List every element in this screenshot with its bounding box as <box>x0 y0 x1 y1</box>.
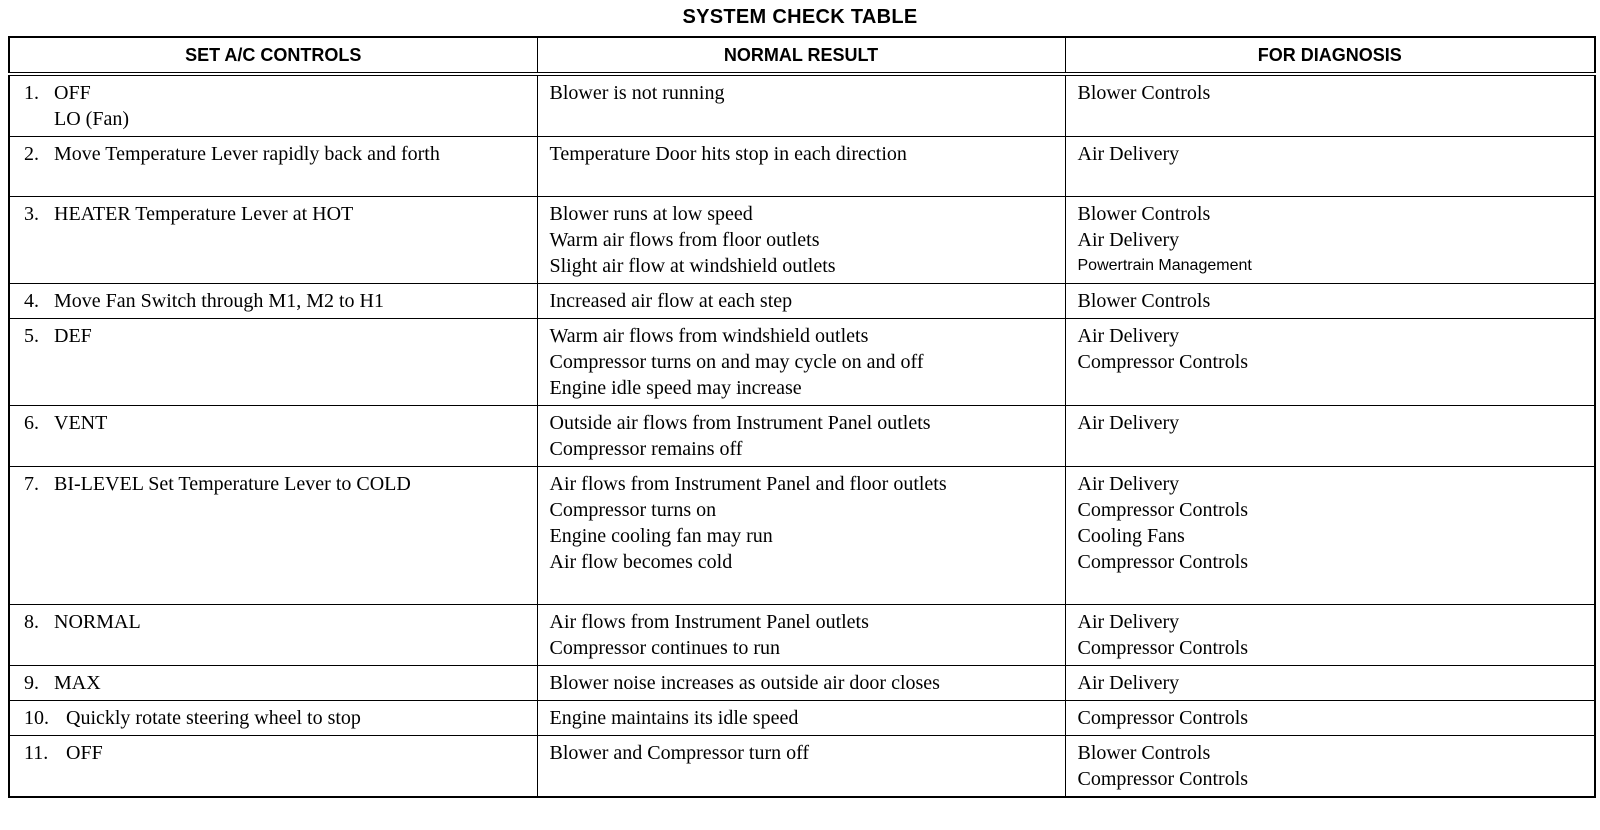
diagnosis-text: Air Delivery <box>1077 412 1180 434</box>
result-text: Engine cooling fan may run <box>549 525 773 547</box>
diagnosis-cell <box>1065 605 1595 666</box>
result-text: Engine idle speed may increase <box>549 377 802 399</box>
result-text: Air flows from Instrument Panel outlets <box>549 611 869 633</box>
control-cell <box>9 406 537 467</box>
control-text: OFF <box>66 742 103 764</box>
diagnosis-text: Compressor Controls <box>1077 707 1249 729</box>
step-number: 9. <box>24 672 39 694</box>
step-number: 7. <box>24 473 39 495</box>
control-cell <box>9 666 537 701</box>
control-cell <box>9 319 537 406</box>
control-cell <box>9 467 537 605</box>
result-text: Warm air flows from floor outlets <box>549 229 820 251</box>
diagnosis-text: Compressor Controls <box>1077 637 1249 659</box>
header-for-diagnosis: FOR DIAGNOSIS <box>1065 37 1595 74</box>
diagnosis-text: Blower Controls <box>1077 82 1211 104</box>
step-number: 5. <box>24 325 39 347</box>
result-text: Compressor remains off <box>549 438 743 460</box>
step-number: 11. <box>24 742 49 764</box>
result-text: Air flow becomes cold <box>549 551 733 573</box>
table-title: SYSTEM CHECK TABLE <box>682 6 918 28</box>
diagnosis-text: Air Delivery <box>1077 229 1180 251</box>
result-cell <box>537 467 1065 605</box>
result-text: Increased air flow at each step <box>549 290 793 312</box>
control-text: Move Temperature Lever rapidly back and forth <box>54 143 440 165</box>
diagnosis-text: Compressor Controls <box>1077 499 1249 521</box>
diagnosis-text: Blower Controls <box>1077 742 1211 764</box>
diagnosis-text: Compressor Controls <box>1077 351 1249 373</box>
step-number: 6. <box>24 412 39 434</box>
result-text: Slight air flow at windshield outlets <box>549 255 836 277</box>
step-number: 10. <box>24 707 49 729</box>
diagnosis-cell <box>1065 736 1595 798</box>
table-row <box>9 605 1595 666</box>
result-cell <box>537 406 1065 467</box>
result-text: Engine maintains its idle speed <box>549 707 799 729</box>
result-text: Compressor turns on <box>549 499 717 521</box>
table-row <box>9 137 1595 197</box>
control-text: LO (Fan) <box>54 108 129 130</box>
control-text: Quickly rotate steering wheel to stop <box>66 707 361 729</box>
result-cell <box>537 197 1065 284</box>
table-row <box>9 701 1595 736</box>
diagnosis-cell <box>1065 137 1595 197</box>
table-row <box>9 736 1595 798</box>
step-number: 3. <box>24 203 39 225</box>
table-row <box>9 319 1595 406</box>
diagnosis-text: Compressor Controls <box>1077 768 1249 790</box>
diagnosis-cell <box>1065 666 1595 701</box>
control-text: MAX <box>54 672 101 694</box>
result-cell <box>537 319 1065 406</box>
result-text: Outside air flows from Instrument Panel outlets <box>549 412 931 434</box>
table-row <box>9 666 1595 701</box>
diagnosis-cell <box>1065 284 1595 319</box>
control-text: Move Fan Switch through M1, M2 to H1 <box>54 290 384 312</box>
control-cell <box>9 605 537 666</box>
control-text: BI-LEVEL Set Temperature Lever to COLD <box>54 473 411 495</box>
result-cell <box>537 605 1065 666</box>
header-row <box>9 37 1595 74</box>
control-text: HEATER Temperature Lever at HOT <box>54 203 354 225</box>
diagnosis-cell <box>1065 406 1595 467</box>
diagnosis-text: Air Delivery <box>1077 611 1180 633</box>
diagnosis-text: Air Delivery <box>1077 143 1180 165</box>
table-body <box>9 74 1595 797</box>
control-text: VENT <box>54 412 108 434</box>
result-text: Warm air flows from windshield outlets <box>549 325 869 347</box>
diagnosis-text: Air Delivery <box>1077 325 1180 347</box>
diagnosis-text: Blower Controls <box>1077 203 1211 225</box>
diagnosis-text: Air Delivery <box>1077 473 1180 495</box>
control-cell <box>9 137 537 197</box>
table-row <box>9 467 1595 605</box>
result-text: Blower noise increases as outside air door closes <box>549 672 940 694</box>
control-text: NORMAL <box>54 611 141 633</box>
table-row <box>9 197 1595 284</box>
control-text: DEF <box>54 325 92 347</box>
header-set-ac-controls: SET A/C CONTROLS <box>9 37 537 74</box>
result-cell <box>537 284 1065 319</box>
diagnosis-text: Compressor Controls <box>1077 551 1249 573</box>
control-cell <box>9 284 537 319</box>
diagnosis-cell <box>1065 701 1595 736</box>
table-row <box>9 284 1595 319</box>
diagnosis-text: Blower Controls <box>1077 290 1211 312</box>
step-number: 1. <box>24 82 39 104</box>
result-cell <box>537 666 1065 701</box>
diagnosis-cell <box>1065 197 1595 284</box>
step-number: 8. <box>24 611 39 633</box>
result-cell <box>537 74 1065 137</box>
diagnosis-cell <box>1065 467 1595 605</box>
result-cell <box>537 701 1065 736</box>
step-number: 2. <box>24 143 39 165</box>
control-cell <box>9 701 537 736</box>
control-cell <box>9 74 537 137</box>
diagnosis-text: Powertrain Management <box>1077 257 1252 274</box>
result-cell <box>537 137 1065 197</box>
control-cell <box>9 197 537 284</box>
table-row <box>9 74 1595 137</box>
diagnosis-text: Cooling Fans <box>1077 525 1185 547</box>
diagnosis-text: Air Delivery <box>1077 672 1180 694</box>
result-text: Air flows from Instrument Panel and floor outlets <box>549 473 947 495</box>
header-normal-result: NORMAL RESULT <box>537 37 1065 74</box>
system-check-table <box>8 36 1596 798</box>
step-number: 4. <box>24 290 39 312</box>
result-text: Compressor turns on and may cycle on and off <box>549 351 924 373</box>
diagnosis-cell <box>1065 74 1595 137</box>
result-text: Blower runs at low speed <box>549 203 753 225</box>
result-text: Compressor continues to run <box>549 637 781 659</box>
diagnosis-cell <box>1065 319 1595 406</box>
control-text: OFF <box>54 82 91 104</box>
result-text: Temperature Door hits stop in each direction <box>549 143 907 165</box>
control-cell <box>9 736 537 798</box>
result-cell <box>537 736 1065 798</box>
result-text: Blower and Compressor turn off <box>549 742 810 764</box>
table-row <box>9 406 1595 467</box>
result-text: Blower is not running <box>549 82 725 104</box>
